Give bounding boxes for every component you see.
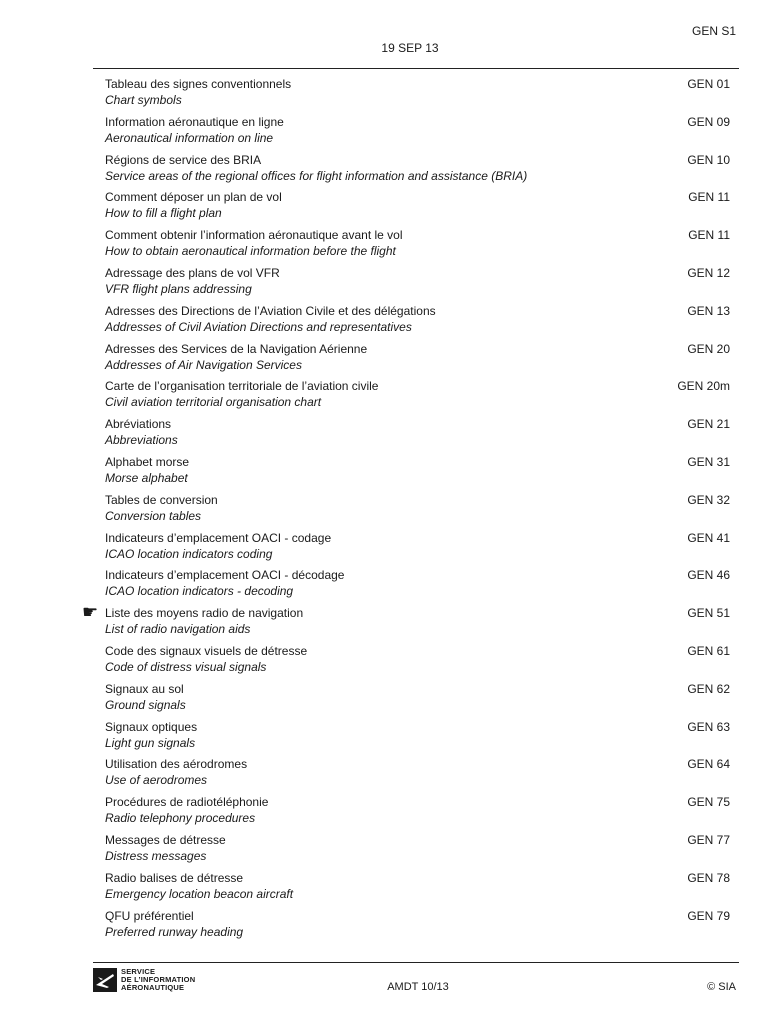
entry-title-fr: Alphabet morse	[105, 454, 190, 469]
entry-title-fr: Adresses des Directions de l’Aviation Civile et des délégations	[105, 303, 436, 318]
contents-entry	[0, 228, 768, 266]
contents-entry	[0, 602, 768, 644]
entry-title-en: ICAO location indicators coding	[105, 546, 273, 561]
entry-title-en: VFR flight plans addressing	[105, 281, 252, 296]
entry-title-fr: Régions de service des BRIA	[105, 152, 262, 167]
entry-title-fr: Carte de l’organisation territoriale de l’aviation civile	[105, 379, 379, 394]
contents-entry	[0, 379, 768, 417]
entry-title-en: Aeronautical information on line	[105, 130, 274, 145]
entry-page-ref: GEN 61	[687, 643, 730, 658]
entry-page-ref: GEN 62	[687, 681, 730, 696]
contents-entry	[0, 115, 768, 153]
pointing-hand-icon: ☛	[82, 602, 99, 623]
entry-title-en: Code of distress visual signals	[105, 659, 267, 674]
entry-title-en: Ground signals	[105, 697, 186, 712]
entry-title-en: Service areas of the regional offices for flight information and assistance (BRIA)	[105, 168, 528, 183]
entry-page-ref: GEN 51	[687, 606, 730, 621]
contents-entry	[0, 757, 768, 795]
contents-entry	[0, 190, 768, 228]
entry-title-en: Abbreviations	[105, 433, 178, 448]
entry-title-fr: Comment déposer un plan de vol	[105, 190, 282, 205]
contents-entry	[0, 644, 768, 682]
contents-entry	[0, 77, 768, 115]
contents-entry	[0, 568, 768, 606]
entry-page-ref: GEN 77	[687, 832, 730, 847]
entry-title-fr: Tableau des signes conventionnels	[105, 77, 292, 91]
entry-title-en: Radio telephony procedures	[105, 811, 256, 826]
header-rule	[93, 68, 739, 69]
entry-title-fr: Procédures de radiotéléphonie	[105, 795, 269, 810]
entry-title-fr: Adressage des plans de vol VFR	[105, 265, 280, 280]
entry-title-fr: Indicateurs d’emplacement OACI - codage	[105, 530, 332, 545]
entry-page-ref: GEN 09	[687, 114, 730, 129]
entry-title-fr: Utilisation des aérodromes	[105, 757, 248, 772]
entry-page-ref: GEN 75	[687, 795, 730, 810]
contents-entry	[0, 833, 768, 871]
contents-entry	[0, 417, 768, 455]
entry-page-ref: GEN 20	[687, 341, 730, 356]
entry-title-fr: Tables de conversion	[105, 492, 218, 507]
contents-entry	[0, 720, 768, 758]
contents-entry	[0, 304, 768, 342]
entry-page-ref: GEN 78	[687, 870, 730, 885]
entry-page-ref: GEN 11	[688, 190, 730, 205]
entry-page-ref: GEN 10	[687, 152, 730, 167]
logo-line: SERVICE	[121, 967, 156, 976]
entry-page-ref: GEN 79	[687, 908, 730, 923]
contents-entry	[0, 795, 768, 833]
issue-date: 19 SEP 13	[381, 41, 439, 55]
contents-entry	[0, 342, 768, 380]
contents-entry	[0, 493, 768, 531]
entry-title-fr: Adresses des Services de la Navigation Aérienne	[105, 341, 368, 356]
entry-title-fr: Messages de détresse	[105, 832, 226, 847]
entry-title-en: Use of aerodromes	[105, 773, 208, 788]
entry-title-en: How to obtain aeronautical information before the flight	[105, 244, 396, 259]
entry-page-ref: GEN 31	[687, 454, 730, 469]
entry-page-ref: GEN 21	[687, 417, 730, 432]
entry-page-ref: GEN 32	[687, 492, 730, 507]
entry-page-ref: GEN 12	[687, 265, 730, 280]
entry-title-en: Addresses of Air Navigation Services	[105, 357, 302, 372]
contents-entry	[0, 531, 768, 569]
contents-entry	[0, 871, 768, 909]
footer-rule	[93, 962, 739, 963]
entry-title-fr: Code des signaux visuels de détresse	[105, 643, 308, 658]
contents-entry	[0, 909, 768, 947]
logo-line: AÉRONAUTIQUE	[121, 983, 185, 992]
entry-page-ref: GEN 20m	[677, 379, 730, 394]
entry-title-fr: Signaux optiques	[105, 719, 198, 734]
amendment-number: AMDT 10/13	[387, 981, 449, 993]
entry-page-ref: GEN 64	[687, 757, 730, 772]
entry-title-en: Morse alphabet	[105, 470, 188, 485]
entry-title-en: Chart symbols	[105, 93, 182, 107]
entry-title-en: Addresses of Civil Aviation Directions and representatives	[105, 319, 412, 334]
entry-page-ref: GEN 13	[687, 303, 730, 318]
entry-title-en: ICAO location indicators - decoding	[105, 584, 294, 599]
entry-page-ref: GEN 11	[688, 228, 730, 243]
entry-title-fr: Information aéronautique en ligne	[105, 114, 284, 129]
entry-title-en: Conversion tables	[105, 508, 202, 523]
entry-page-ref: GEN 46	[687, 568, 730, 583]
entry-title-fr: Liste des moyens radio de navigation	[105, 606, 304, 621]
entry-title-fr: Signaux au sol	[105, 681, 184, 696]
contents-entry	[0, 153, 768, 191]
contents-entry	[0, 266, 768, 304]
entry-page-ref: GEN 41	[687, 530, 730, 545]
copyright: © SIA	[707, 981, 736, 993]
entry-page-ref: GEN 01	[687, 77, 730, 91]
contents-entry	[0, 455, 768, 493]
entry-title-en: How to fill a flight plan	[105, 206, 222, 221]
entry-title-en: Light gun signals	[105, 735, 196, 750]
entry-title-fr: Indicateurs d’emplacement OACI - décodage	[105, 568, 345, 583]
entry-title-en: Civil aviation territorial organisation chart	[105, 395, 322, 410]
contents-entry	[0, 682, 768, 720]
entry-page-ref: GEN 63	[687, 719, 730, 734]
entry-title-en: Preferred runway heading	[105, 924, 244, 939]
entry-title-fr: Comment obtenir l’information aéronautique avant le vol	[105, 228, 403, 243]
entry-title-fr: QFU préférentiel	[105, 908, 194, 923]
entry-title-en: List of radio navigation aids	[105, 622, 251, 637]
logo-line: DE L’INFORMATION	[121, 975, 196, 984]
entry-title-fr: Abréviations	[105, 417, 172, 432]
entry-title-en: Distress messages	[105, 848, 207, 863]
page-id: GEN S1	[691, 24, 736, 38]
contents-list	[0, 77, 768, 946]
entry-title-fr: Radio balises de détresse	[105, 870, 244, 885]
entry-title-en: Emergency location beacon aircraft	[105, 886, 294, 901]
